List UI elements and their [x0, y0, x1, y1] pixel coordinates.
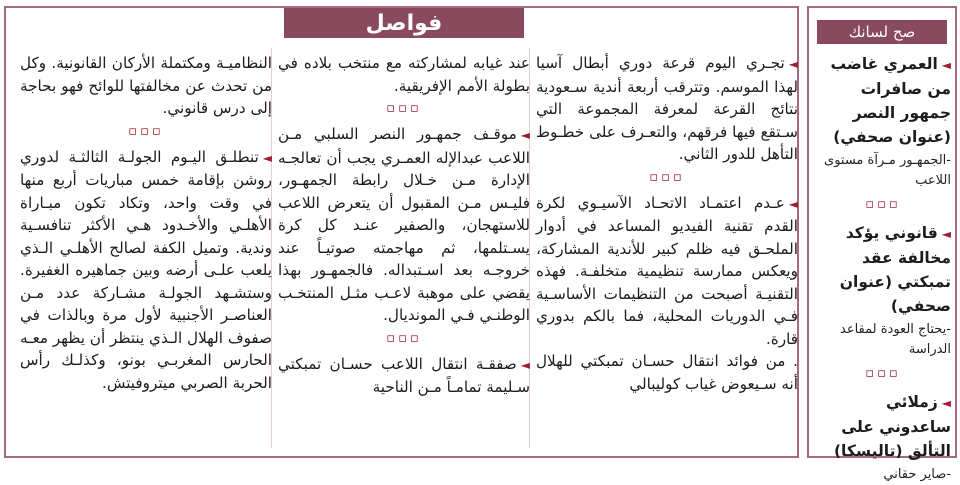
column-frame — [4, 6, 799, 458]
bullet-icon: ◄ — [520, 128, 530, 142]
column-left — [20, 52, 272, 394]
sidebar-box — [807, 6, 957, 482]
bullet-icon: ◄ — [941, 58, 951, 72]
sidebar-list — [815, 52, 951, 485]
paragraph: ◄عـدم اعتمـاد الاتحـاد الآسيـوي لكرة القدم تقنية الفيديو المساعد في أدوار الملحـق فيه ظلم كبير للأندية المشاركة، ويعكس ممارسة تنظيمية متخلفـة. فهذه التقنيـة أصبحت من التنظيمات الأساسـية فـي الدوريات المحلية، فما بالكم بدوري قارة. — [536, 193, 798, 348]
section-title: فواصل — [284, 8, 524, 38]
bullet-icon: ◄ — [941, 227, 951, 241]
separator-icon: ▫▫▫ — [649, 169, 685, 185]
paragraph: ◄تجـري اليوم قرعة دوري أبطال آسيا لهذا الموسم. وتترقب أربعة أندية سـعودية نتائج القرعة لمعرفة المجموعة التي سـتقع فيها فرقهم، والتعـرف على خطـوط التأهل للدور الثاني. — [536, 54, 798, 163]
sidebar-item-comment: -يحتاج العودة لمقاعد الدراسة — [840, 322, 951, 357]
paragraph: ◄صفقـة انتقال اللاعب حسـان تمبكتي سـليمة تمامـاً مـن الناحية — [278, 354, 530, 396]
bullet-icon: ◄ — [941, 396, 951, 410]
sidebar-item-heading: ◄العمري غاضب من صافرات جمهور النصر (عنوان صحفي) — [830, 55, 951, 146]
sidebar-title: صح لسانك — [817, 20, 947, 44]
paragraph: . من فوائد انتقال حسـان تمبكتي للهلال أنه سـيعوض غياب كوليبالي — [536, 352, 798, 393]
bullet-icon: ◄ — [262, 150, 272, 165]
sidebar-item-heading: ◄زملائي ساعدوني على التألق (تاليسكا) — [833, 393, 951, 460]
separator-icon: ▫▫▫ — [865, 366, 901, 381]
bullet-icon: ◄ — [788, 196, 798, 211]
paragraph: ◄موقـف جمهـور النصر السلبي مـن اللاعب عبدالإله العمـري يجب أن تعالجـه الإدارة مـن خـلال رابطة الجمهـور، فليـس مـن المقبول أن يتعرض اللاعب للاستهجان، والصفير عنـد كل كرة يسـتلمها، ثم مهاجمته صوتيـاً عند خروجـه بعد اسـتبداله. فالجمهـور بهذا يقضي على موهبة لاعـب مثـل المنتخـب الوطنـي فـي المونديال. — [278, 125, 530, 324]
column-middle — [278, 52, 530, 399]
paragraph: عند غيابه لمشاركته مع منتخب بلاده في بطولة الأمم الإفريقية. — [278, 54, 530, 95]
sidebar-item-comment: -صاير حقاني — [883, 467, 951, 482]
sidebar-item-comment: -الجمهـور مـرآة مستوى اللاعب — [824, 153, 951, 188]
sidebar-item-heading: ◄قانوني يؤكد مخالفة عقد تمبكتي (عنوان صحفي) — [839, 224, 951, 315]
bullet-icon: ◄ — [788, 57, 798, 71]
paragraph: النظاميـة ومكتملة الأركان القانونية. وكل من تحدث عن مخالفتها للوائح فهو بحاجة إلى درس قانوني. — [20, 54, 272, 117]
paragraph: ◄تنطلـق اليـوم الجولـة الثالثـة لدوري روشن بإقامة خمس مباريات أربع منها في وقت واحد، وتكاد تكون مبـاراة الأهلـي والأخـدود هـي الأكثر تنافسـية وندية. وتميل الكفة لصالح الأهلـي الـذي يلعب علـى أرضه وبين جماهيره الغفيرة. وستشـهد الجولـة مشـاركة عدد مـن العناصـر الأجنبية لأول مرة وبالذات في صفوف الهلال الـذي ينتظر أن يظهر معـه الحارس المغربـي بونو، وكذلـك رأس الحربة الصربي ميتروفيتش. — [20, 147, 272, 392]
separator-icon: ▫▫▫ — [386, 330, 422, 346]
bullet-icon: ◄ — [520, 357, 530, 372]
separator-icon: ▫▫▫ — [865, 197, 901, 212]
separator-icon: ▫▫▫ — [386, 101, 422, 116]
separator-icon: ▫▫▫ — [128, 123, 164, 139]
column-right — [536, 52, 798, 395]
